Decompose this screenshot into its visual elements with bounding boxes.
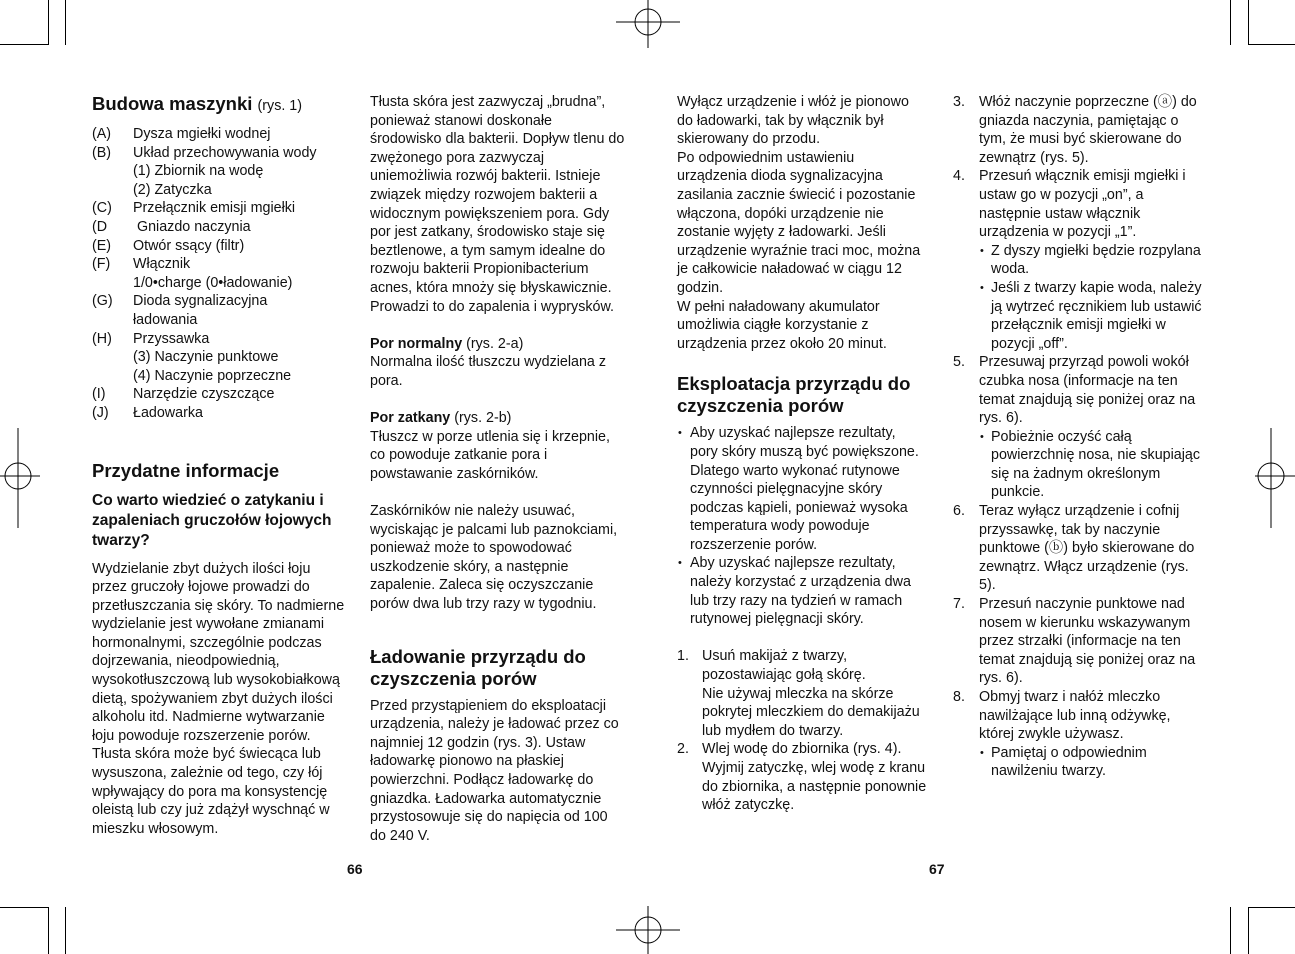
part-item xyxy=(92,404,347,423)
part-key xyxy=(92,348,133,367)
part-key: (A) xyxy=(92,126,112,142)
usage-title: Eksploatacja przyrządu do czyszczenia porów xyxy=(677,373,911,417)
crop-mark xyxy=(48,0,49,45)
paragraph: Zaskórników nie należy usuwać, wyciskając je palcami lub paznokciami, ponieważ może to spowodować uszkodzenie skóry, a następnie zapalenie. Zaleca się oczyszczanie porów dwa lub trzy razy w tygodniu. xyxy=(370,503,618,613)
step-text: Usuń makijaż z twarzy, pozostawiając gołą skórę. xyxy=(702,648,866,684)
paragraph: W pełni naładowany akumulator umożliwia ciągłe korzystanie z urządzenia przez około 20 minut. xyxy=(677,298,887,352)
part-item xyxy=(92,385,347,404)
part-label: Przyssawka xyxy=(133,330,210,347)
list-item xyxy=(677,740,927,814)
figure-ref: (rys. 2-b) xyxy=(454,410,512,427)
crop-mark xyxy=(1230,0,1231,45)
crop-mark xyxy=(1248,907,1295,908)
steps-list xyxy=(677,647,927,814)
part-label: Włącznik xyxy=(133,256,191,273)
step-number: 8. xyxy=(953,689,965,705)
paragraph: Wyłącz urządzenie i włóż je pionowo do ładowarki, tak by włącznik był skierowany do przodu. xyxy=(677,94,909,148)
parts-list xyxy=(92,125,347,423)
sub-list-item: • Z dyszy mgiełki będzie rozpylana woda. xyxy=(979,242,1208,279)
step-text: Teraz wyłącz urządzenie i cofnij przyssawkę, tak by naczynie punktowe (ⓑ) było skierowane do zewnątrz. Włącz urządzenie (rys. 5). xyxy=(979,503,1195,594)
info-subtitle: Co warto wiedzieć o zatykaniu i zapaleniach gruczołów łojowych twarzy? xyxy=(92,491,332,549)
crop-mark xyxy=(65,907,66,954)
part-item xyxy=(92,144,347,163)
step-number: 1. xyxy=(677,648,689,665)
step-text: Przesuń włącznik emisji mgiełki i ustaw go w pozycji „on”, a następnie ustaw włącznik urządzenia w pozycji „1”. xyxy=(979,168,1186,241)
part-item xyxy=(92,181,347,200)
registration-mark-bottom xyxy=(616,906,680,954)
crop-mark xyxy=(1248,907,1249,954)
crop-mark xyxy=(1248,44,1295,45)
step-number: 7. xyxy=(953,596,965,613)
list-item: • Aby uzyskać najlepsze rezultaty, pory skóry muszą być powiększone. Dlatego warto wykonać rutynowe czynności pielęgnacyjne skóry podczas kąpieli, ponieważ wysoka temperatura wody powoduje rozszerzenie porów. xyxy=(677,424,927,554)
part-item xyxy=(92,255,347,274)
part-key: (I) xyxy=(92,386,106,403)
step-number: 3. xyxy=(953,94,965,110)
part-item xyxy=(92,237,347,256)
part-item xyxy=(92,367,347,386)
part-key: (C) xyxy=(92,200,112,217)
part-label: Otwór ssący (filtr) xyxy=(133,237,245,254)
step-number: 5. xyxy=(953,354,965,371)
part-item xyxy=(92,218,347,237)
paragraph: Tłusta skóra jest zazwyczaj „brudna”, ponieważ stanowi doskonałe środowisko dla bakterii. Dopływ tlenu do zwężonego pora zazwyczaj uniemożliwia rozwój bakterii. Istnieje związek między rozwojem bakterii a widocznym powiększeniem pora. Gdy por jest zatkany, środowisko staje się beztlenowe, a tym samym idealne do rozwoju bakterii Propionibacterium acnes, która mnoży się błyskawicznie. Prowadzi to do zapalenia i wyprysków. xyxy=(370,94,625,315)
figure-ref: (rys. 2-a) xyxy=(466,335,524,352)
info-body: Wydzielanie zbyt dużych ilości łoju przez gruczoły łojowe prowadzi do przetłuszczania się skóry. To nadmierne wydzielanie jest wywołane zmianami hormonalnymi, szczególnie podczas dojrzewania, nieodpowiednią, wysokotłuszczową lub wysokobiałkową dietą, spożywaniem zbyt dużych ilości alkoholu itd. Nadmierne wytwarzanie łoju powoduje rozszerzenie porów. Tłusta skóra może być świecąca lub wysuszona, zależnie od tego, czy łój wpływający do pora ma konsystencję oleistą lub czy już zdążył wyschnąć w mieszku włosowym. xyxy=(92,560,345,837)
step-text: Przesuwaj przyrząd powoli wokół czubka nosa (informacje na ten temat znajdują się poniżej oraz na rys. 6). xyxy=(979,354,1196,427)
part-label: Przełącznik emisji mgiełki xyxy=(133,200,296,217)
part-label: (1) Zbiornik na wodę xyxy=(133,163,264,180)
clogged-pore-label: Por zatkany xyxy=(370,410,451,427)
section-title-text: Budowa maszynki xyxy=(92,93,253,114)
step-text: Obmyj twarz i nałóż mleczko nawilżające lub inną odżywkę, której zwykle używasz. xyxy=(979,689,1171,743)
steps-list xyxy=(953,93,1208,781)
part-key xyxy=(92,162,133,181)
crop-mark xyxy=(1230,907,1231,954)
part-item xyxy=(92,330,347,349)
list-item xyxy=(953,167,1208,353)
part-label: (4) Naczynie poprzeczne xyxy=(133,367,292,384)
crop-mark xyxy=(1248,0,1249,45)
registration-mark-left xyxy=(0,428,40,528)
crop-mark xyxy=(0,907,49,908)
sub-list-item: • Pobieżnie oczyść całą powierzchnię nosa, nie skupiając się na żadnym określonym punkcie. xyxy=(979,428,1208,502)
clogged-pore-heading xyxy=(370,409,625,428)
part-item xyxy=(92,199,347,218)
step-text: Nie używaj mleczka na skórze pokrytej mleczkiem do demakijażu lub mydłem do twarzy. xyxy=(702,685,920,739)
crop-mark xyxy=(0,44,49,45)
part-label: (3) Naczynie punktowe xyxy=(133,349,279,366)
usage-tips xyxy=(677,424,927,629)
sub-list-item: • Jeśli z twarzy kapie woda, należy ją wytrzeć ręcznikiem lub ustawić przełącznik emisji mgiełki w pozycji „off”. xyxy=(979,279,1208,353)
part-label: 1/0•charge (0•ładowanie) xyxy=(133,274,293,291)
part-label: Układ przechowywania wody xyxy=(133,144,317,161)
part-key: (F) xyxy=(92,256,111,273)
paragraph: Przed przystąpieniem do eksploatacji urządzenia, należy je ładować przez co najmniej 12 godzin (rys. 3). Ustaw ładowarkę pionowo na płaskiej powierzchni. Podłącz ładowarkę do gniazdka. Ładowarka automatycznie przystosowuje się do napięcia od 100 do 240 V. xyxy=(370,697,619,844)
part-key: (G) xyxy=(92,293,113,310)
page-number-left: 66 xyxy=(347,861,363,877)
step-number: 4. xyxy=(953,168,965,185)
part-item xyxy=(92,162,347,181)
column-3 xyxy=(677,93,927,815)
step-number: 6. xyxy=(953,503,965,520)
normal-pore-label: Por normalny xyxy=(370,335,463,352)
list-item xyxy=(953,688,1208,781)
column-1 xyxy=(92,93,347,838)
part-key: (H) xyxy=(92,330,112,347)
part-key: (J) xyxy=(92,404,109,421)
list-item xyxy=(677,647,927,740)
part-item xyxy=(92,311,347,330)
part-key xyxy=(92,367,133,386)
part-item xyxy=(92,292,347,311)
registration-mark-top xyxy=(616,0,680,48)
list-item xyxy=(953,502,1208,595)
list-item: • Aby uzyskać najlepsze rezultaty, należy korzystać z urządzenia dwa lub trzy razy na tydzień w ramach rutynowej pielęgnacji skóry. xyxy=(677,554,927,628)
sub-list xyxy=(979,744,1208,781)
part-label: Dioda sygnalizacyjna xyxy=(133,293,268,310)
part-key: (E) xyxy=(92,237,112,254)
section-title xyxy=(92,93,347,117)
part-key: (B) xyxy=(92,144,112,161)
step-number: 2. xyxy=(677,741,689,758)
column-2 xyxy=(370,93,625,845)
list-item xyxy=(953,595,1208,688)
part-key: (D xyxy=(92,218,108,235)
part-item xyxy=(92,274,347,293)
part-label: Dysza mgiełki wodnej xyxy=(133,126,271,142)
sub-list xyxy=(979,242,1208,354)
part-key xyxy=(92,274,133,293)
paragraph: Tłuszcz w porze utlenia się i krzepnie, co powoduje zatkanie pora i powstawanie zaskórników. xyxy=(370,428,610,482)
part-item xyxy=(92,125,347,144)
sub-list xyxy=(979,428,1208,502)
sub-list-item: • Pamiętaj o odpowiednim nawilżeniu twarzy. xyxy=(979,744,1208,781)
paragraph: Normalna ilość tłuszczu wydzielana z pora. xyxy=(370,354,606,389)
part-item xyxy=(92,348,347,367)
page-number-right: 67 xyxy=(929,861,945,877)
column-4 xyxy=(953,93,1208,781)
list-item xyxy=(953,353,1208,502)
part-key xyxy=(92,181,133,200)
crop-mark xyxy=(65,0,66,45)
info-title: Przydatne informacje xyxy=(92,459,280,481)
part-label: Gniazdo naczynia xyxy=(133,218,251,235)
registration-mark-right xyxy=(1255,428,1295,528)
crop-mark xyxy=(48,907,49,954)
figure-ref: (rys. 1) xyxy=(257,98,303,114)
step-text: Włóż naczynie poprzeczne (ⓐ) do gniazda naczynia, pamiętając o tym, że musi być skierowane do zewnątrz (rys. 5). xyxy=(979,94,1197,166)
part-label: ładowania xyxy=(133,311,198,328)
step-text: Przesuń naczynie punktowe nad nosem w kierunku wskazywanym przez strzałki (informacje na ten temat znajdują się poniżej oraz na rys. 6). xyxy=(979,596,1196,687)
list-item xyxy=(953,93,1208,167)
part-label: (2) Zatyczka xyxy=(133,181,212,198)
step-text: Wlej wodę do zbiornika (rys. 4). Wyjmij zatyczkę, wlej wodę z kranu do zbiornika, a następnie ponownie włóż zatyczkę. xyxy=(702,741,927,814)
normal-pore-heading xyxy=(370,335,625,354)
part-label: Ładowarka xyxy=(133,404,203,421)
paragraph: Po odpowiednim ustawieniu urządzenia dioda sygnalizacyjna zasilania zacznie świecić i pozostanie włączona, dopóki urządzenie nie zostanie wyjęty z ładowarki. Jeśli urządzenie wyraźnie traci moc, można je całkowicie naładować w ciągu 12 godzin. xyxy=(677,149,921,296)
part-label: Narzędzie czyszczące xyxy=(133,386,275,403)
part-key xyxy=(92,311,133,330)
charging-title: Ładowanie przyrządu do czyszczenia porów xyxy=(370,645,586,689)
